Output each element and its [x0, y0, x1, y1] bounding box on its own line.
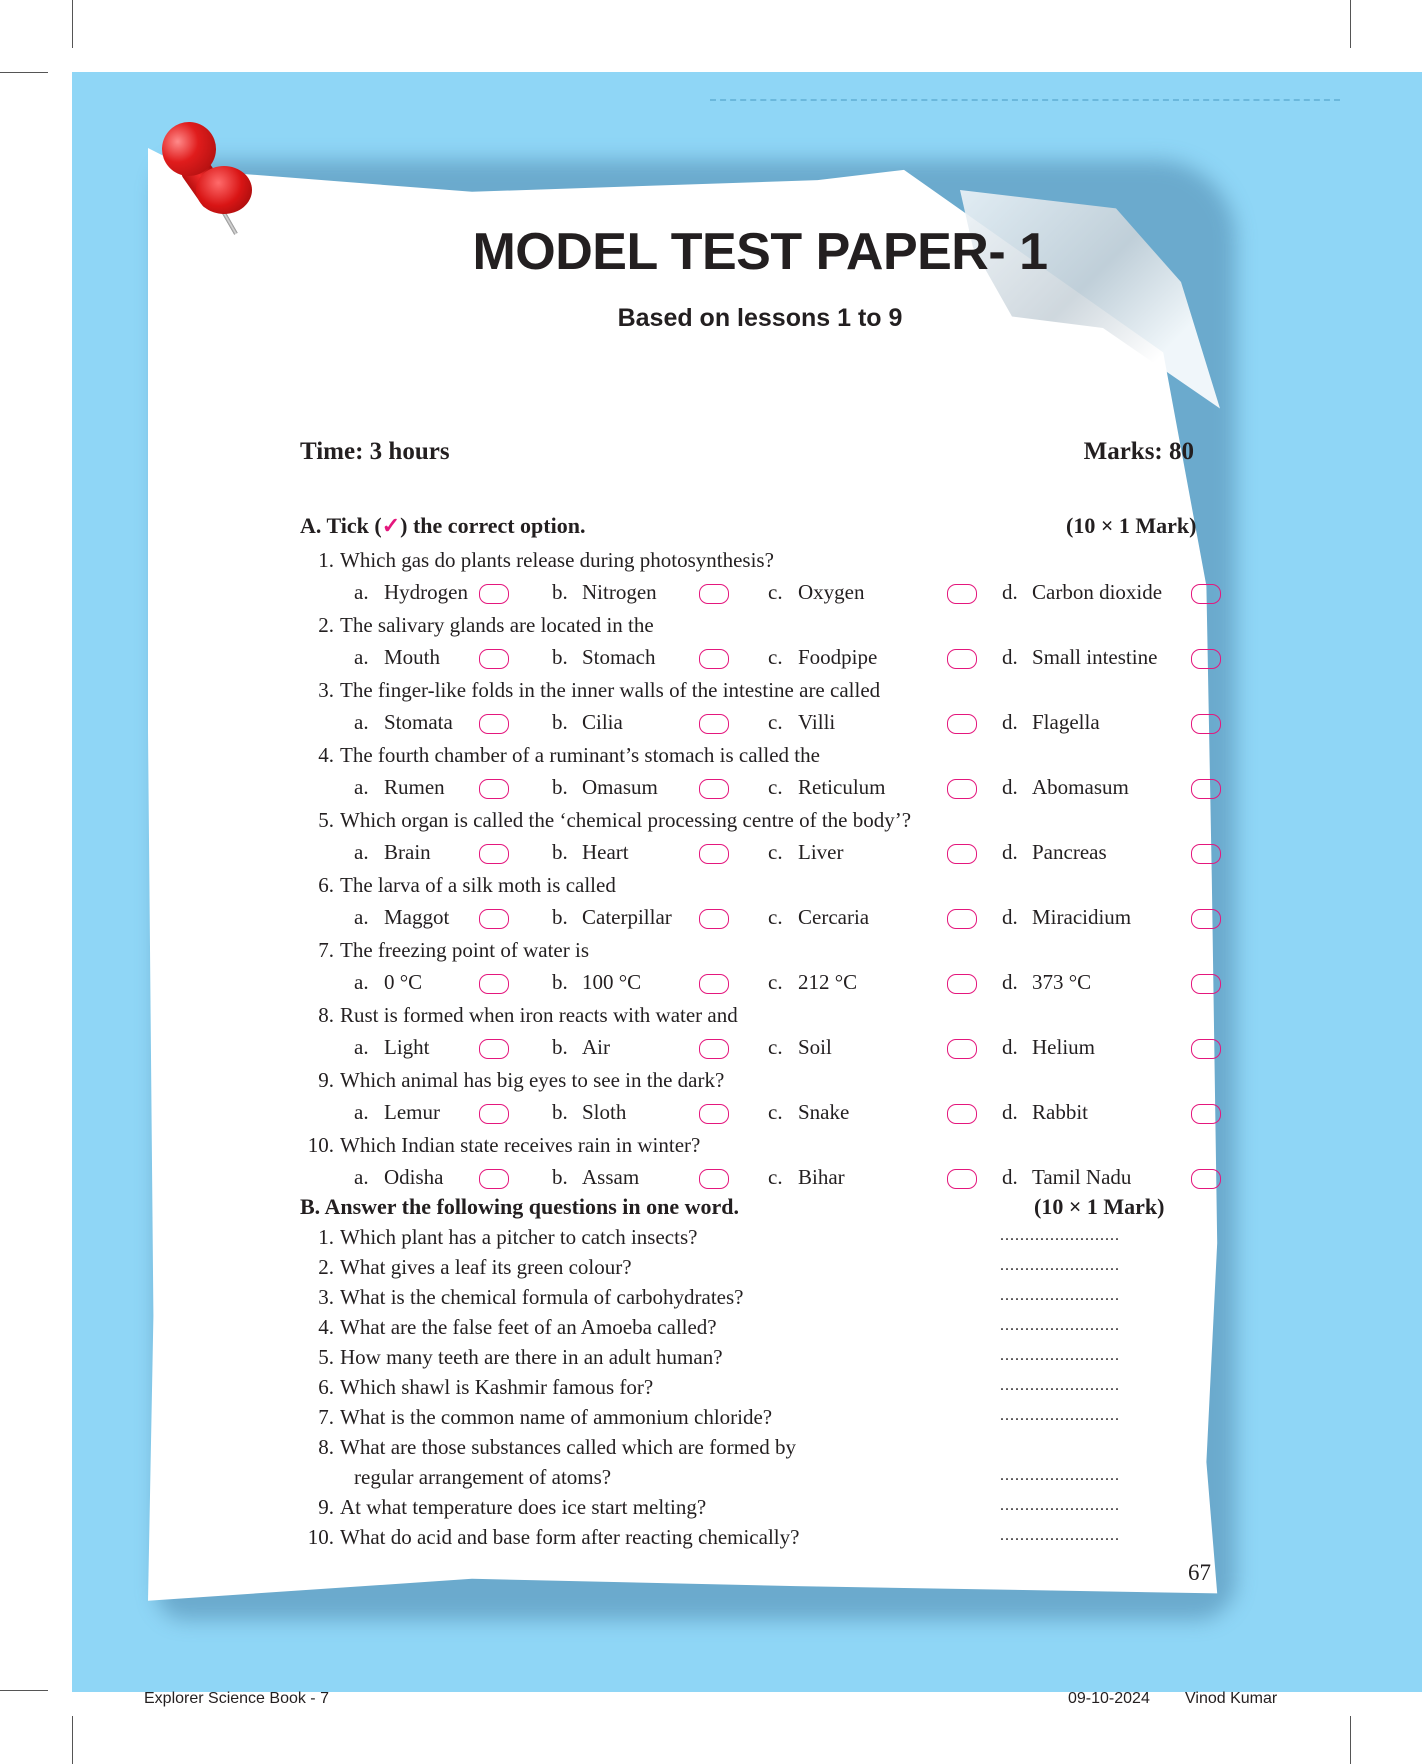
answer-bubble[interactable]	[1191, 584, 1221, 604]
answer-bubble[interactable]	[479, 974, 509, 994]
option-d	[1002, 970, 1091, 995]
question-number: 3.	[318, 1285, 334, 1309]
answer-line[interactable]: ........................	[1000, 1227, 1120, 1244]
question-text: At what temperature does ice start melting?	[340, 1495, 707, 1519]
answer-line[interactable]: ........................	[1000, 1527, 1120, 1544]
option-b	[552, 1100, 626, 1125]
question-text: The finger-like folds in the inner walls of the intestine are called	[340, 678, 881, 702]
option-letter: b.	[552, 580, 568, 604]
question	[300, 1285, 744, 1310]
option-letter: d.	[1002, 840, 1018, 864]
option-text: Snake	[798, 1100, 850, 1124]
section-a-marks: (10 × 1 Mark)	[1066, 513, 1197, 538]
option-a	[354, 710, 453, 735]
answer-bubble[interactable]	[699, 974, 729, 994]
option-text: Maggot	[384, 905, 450, 929]
tick-icon: ✓	[381, 513, 401, 538]
question-number: 5.	[318, 808, 334, 832]
question-text: The freezing point of water is	[340, 938, 589, 962]
question-text: Which shawl is Kashmir famous for?	[340, 1375, 654, 1399]
answer-bubble[interactable]	[1191, 779, 1221, 799]
question	[300, 1255, 632, 1280]
answer-bubble[interactable]	[479, 779, 509, 799]
answer-bubble[interactable]	[1191, 714, 1221, 734]
question-number: 7.	[318, 938, 334, 962]
question	[300, 678, 880, 703]
question-continuation: regular arrangement of atoms?	[354, 1465, 612, 1489]
option-letter: c.	[768, 710, 783, 734]
question-text: What is the common name of ammonium chloride?	[340, 1405, 773, 1429]
option-letter: b.	[552, 645, 568, 669]
option-letter: d.	[1002, 645, 1018, 669]
option-letter: a.	[354, 840, 369, 864]
option-text: Soil	[798, 1035, 832, 1059]
section-a-heading-pre: A. Tick (	[300, 513, 382, 538]
question-text: Which organ is called the ‘chemical processing centre of the body’?	[340, 808, 912, 832]
answer-bubble[interactable]	[479, 1169, 509, 1189]
page-number: 67	[1188, 1560, 1211, 1585]
option-text: Oxygen	[798, 580, 865, 604]
question	[300, 548, 774, 573]
answer-bubble[interactable]	[947, 1104, 977, 1124]
question	[300, 938, 589, 963]
answer-bubble[interactable]	[699, 1169, 729, 1189]
question-number: 2.	[318, 613, 334, 637]
answer-bubble[interactable]	[1191, 649, 1221, 669]
option-c	[768, 580, 865, 605]
option-a	[354, 580, 468, 605]
option-d	[1002, 645, 1157, 670]
question	[300, 1133, 700, 1158]
question	[300, 1345, 723, 1370]
question	[300, 1405, 772, 1430]
answer-line[interactable]: ........................	[1000, 1377, 1120, 1394]
section-a-heading-post: ) the correct option.	[400, 513, 586, 538]
option-a	[354, 775, 445, 800]
question-text: What are those substances called which are formed by	[340, 1435, 796, 1459]
option-d	[1002, 710, 1100, 735]
option-b	[552, 1035, 610, 1060]
option-d	[1002, 1035, 1095, 1060]
option-letter: a.	[354, 905, 369, 929]
option-text: Bihar	[798, 1165, 845, 1189]
question-text: Rust is formed when iron reacts with water and	[340, 1003, 738, 1027]
option-a	[354, 1165, 444, 1190]
answer-bubble[interactable]	[947, 714, 977, 734]
crop-mark	[0, 72, 48, 73]
option-letter: b.	[552, 775, 568, 799]
option-letter: c.	[768, 905, 783, 929]
option-letter: d.	[1002, 580, 1018, 604]
answer-line[interactable]: ........................	[1000, 1407, 1120, 1424]
footer-book: Explorer Science Book - 7	[144, 1690, 329, 1707]
answer-bubble[interactable]	[699, 909, 729, 929]
option-a	[354, 1100, 440, 1125]
answer-bubble[interactable]	[947, 584, 977, 604]
option-text: Sloth	[582, 1100, 627, 1124]
option-letter: c.	[768, 1035, 783, 1059]
option-text: Omasum	[582, 775, 658, 799]
option-text: Lemur	[384, 1100, 440, 1124]
question-text: Which Indian state receives rain in winter?	[340, 1133, 701, 1157]
answer-bubble[interactable]	[699, 649, 729, 669]
question	[300, 743, 820, 768]
answer-bubble[interactable]	[1191, 1169, 1221, 1189]
question	[300, 1315, 717, 1340]
question-number: 7.	[318, 1405, 334, 1429]
answer-bubble[interactable]	[479, 649, 509, 669]
answer-bubble[interactable]	[1191, 1104, 1221, 1124]
answer-bubble[interactable]	[479, 584, 509, 604]
answer-bubble[interactable]	[479, 909, 509, 929]
option-letter: b.	[552, 970, 568, 994]
answer-bubble[interactable]	[947, 844, 977, 864]
option-text: Heart	[582, 840, 629, 864]
question-number: 1.	[318, 1225, 334, 1249]
page-title: MODEL TEST PAPER- 1	[472, 223, 1048, 281]
answer-line[interactable]: ........................	[1000, 1317, 1120, 1334]
option-c	[768, 710, 835, 735]
question-text: What do acid and base form after reacting chemically?	[340, 1525, 800, 1549]
option-text: 0 °C	[384, 970, 423, 994]
question	[300, 613, 654, 638]
answer-bubble[interactable]	[699, 1039, 729, 1059]
option-text: Hydrogen	[384, 580, 468, 604]
option-text: Liver	[798, 840, 844, 864]
option-letter: c.	[768, 1100, 783, 1124]
option-text: Miracidium	[1032, 905, 1132, 929]
option-text: Air	[582, 1035, 610, 1059]
option-c	[768, 1100, 849, 1125]
option-b	[552, 905, 672, 930]
option-text: Villi	[798, 710, 836, 734]
option-text: Helium	[1032, 1035, 1095, 1059]
crop-mark	[1350, 0, 1351, 48]
option-text: 212 °C	[798, 970, 858, 994]
question-text: What are the false feet of an Amoeba called?	[340, 1315, 717, 1339]
question-text: What gives a leaf its green colour?	[340, 1255, 632, 1279]
option-text: Tamil Nadu	[1032, 1165, 1132, 1189]
answer-bubble[interactable]	[699, 844, 729, 864]
option-text: Foodpipe	[798, 645, 878, 669]
option-text: Flagella	[1032, 710, 1100, 734]
question-text: The salivary glands are located in the	[340, 613, 654, 637]
section-a-heading	[300, 513, 585, 539]
option-a	[354, 905, 449, 930]
question	[300, 1068, 724, 1093]
option-b	[552, 580, 657, 605]
answer-bubble[interactable]	[1191, 1039, 1221, 1059]
option-letter: a.	[354, 580, 369, 604]
option-letter: d.	[1002, 1035, 1018, 1059]
option-d	[1002, 775, 1129, 800]
option-c	[768, 645, 877, 670]
option-letter: a.	[354, 970, 369, 994]
question	[300, 1435, 796, 1460]
question-number: 9.	[318, 1495, 334, 1519]
option-letter: b.	[552, 1100, 568, 1124]
option-text: Stomach	[582, 645, 656, 669]
option-text: 373 °C	[1032, 970, 1092, 994]
option-text: Nitrogen	[582, 580, 657, 604]
answer-line[interactable]: ........................	[1000, 1347, 1120, 1364]
option-a	[354, 970, 422, 995]
question-number: 3.	[318, 678, 334, 702]
answer-bubble[interactable]	[1191, 974, 1221, 994]
question-number: 6.	[318, 873, 334, 897]
answer-bubble[interactable]	[947, 649, 977, 669]
option-text: Caterpillar	[582, 905, 672, 929]
crop-mark	[0, 1690, 48, 1691]
option-d	[1002, 1165, 1131, 1190]
question-number: 10.	[307, 1525, 334, 1549]
option-text: Odisha	[384, 1165, 444, 1189]
option-letter: b.	[552, 1035, 568, 1059]
option-text: 100 °C	[582, 970, 642, 994]
option-text: Rumen	[384, 775, 445, 799]
option-d	[1002, 580, 1162, 605]
answer-bubble[interactable]	[479, 714, 509, 734]
time-label: Time: 3 hours	[300, 438, 450, 465]
option-letter: b.	[552, 905, 568, 929]
question-number: 1.	[318, 548, 334, 572]
question-number: 2.	[318, 1255, 334, 1279]
option-letter: c.	[768, 645, 783, 669]
answer-bubble[interactable]	[947, 1039, 977, 1059]
option-letter: c.	[768, 840, 783, 864]
option-d	[1002, 840, 1107, 865]
question-text: Which animal has big eyes to see in the dark?	[340, 1068, 725, 1092]
option-letter: d.	[1002, 905, 1018, 929]
answer-bubble[interactable]	[947, 909, 977, 929]
question	[300, 1525, 799, 1550]
option-letter: a.	[354, 1165, 369, 1189]
footer-date: 09-10-2024	[1068, 1690, 1150, 1707]
option-letter: d.	[1002, 775, 1018, 799]
crop-mark	[72, 1716, 73, 1764]
option-letter: c.	[768, 1165, 783, 1189]
option-b	[552, 840, 629, 865]
answer-line[interactable]: ........................	[1000, 1257, 1120, 1274]
option-a	[354, 1035, 430, 1060]
question	[300, 1225, 697, 1250]
option-c	[768, 970, 857, 995]
option-text: Cercaria	[798, 905, 870, 929]
answer-line[interactable]: ........................	[1000, 1497, 1120, 1514]
question-text: How many teeth are there in an adult human?	[340, 1345, 723, 1369]
question-text: What is the chemical formula of carbohydrates?	[340, 1285, 744, 1309]
answer-bubble[interactable]	[1191, 844, 1221, 864]
answer-bubble[interactable]	[699, 779, 729, 799]
option-letter: a.	[354, 775, 369, 799]
question	[300, 1375, 653, 1400]
section-b-heading: B. Answer the following questions in one word.	[300, 1194, 740, 1219]
question-number: 8.	[318, 1003, 334, 1027]
question-number: 8.	[318, 1435, 334, 1459]
marks-label: Marks: 80	[1083, 438, 1194, 465]
question	[300, 1003, 738, 1028]
question	[300, 873, 616, 898]
option-text: Stomata	[384, 710, 453, 734]
option-letter: b.	[552, 840, 568, 864]
option-text: Small intestine	[1032, 645, 1158, 669]
option-letter: c.	[768, 970, 783, 994]
question-text: Which plant has a pitcher to catch insects?	[340, 1225, 698, 1249]
option-letter: d.	[1002, 970, 1018, 994]
question-number: 4.	[318, 743, 334, 767]
answer-line[interactable]: ........................	[1000, 1467, 1120, 1484]
question	[300, 808, 911, 833]
answer-bubble[interactable]	[1191, 909, 1221, 929]
dashed-line	[710, 99, 1340, 101]
answer-bubble[interactable]	[699, 584, 729, 604]
answer-bubble[interactable]	[479, 1039, 509, 1059]
question-number: 5.	[318, 1345, 334, 1369]
question-text: Which gas do plants release during photosynthesis?	[340, 548, 774, 572]
option-text: Brain	[384, 840, 431, 864]
question-number: 10.	[307, 1133, 334, 1157]
option-letter: c.	[768, 580, 783, 604]
option-c	[768, 1035, 832, 1060]
option-letter: d.	[1002, 1165, 1018, 1189]
option-text: Mouth	[384, 645, 441, 669]
option-letter: b.	[552, 1165, 568, 1189]
answer-bubble[interactable]	[947, 974, 977, 994]
option-letter: d.	[1002, 1100, 1018, 1124]
option-letter: a.	[354, 645, 369, 669]
answer-bubble[interactable]	[947, 1169, 977, 1189]
option-a	[354, 645, 440, 670]
answer-bubble[interactable]	[699, 1104, 729, 1124]
option-letter: a.	[354, 710, 369, 734]
option-b	[552, 710, 623, 735]
crop-mark	[72, 0, 73, 48]
option-letter: a.	[354, 1035, 369, 1059]
option-text: Assam	[582, 1165, 640, 1189]
option-text: Reticulum	[798, 775, 886, 799]
option-b	[552, 970, 641, 995]
option-d	[1002, 905, 1131, 930]
question-number: 9.	[318, 1068, 334, 1092]
section-b-marks: (10 × 1 Mark)	[1034, 1194, 1165, 1219]
option-text: Light	[384, 1035, 430, 1059]
option-b	[552, 1165, 639, 1190]
option-c	[768, 775, 886, 800]
option-text: Rabbit	[1032, 1100, 1088, 1124]
crop-mark	[1350, 1716, 1351, 1764]
option-c	[768, 1165, 845, 1190]
question	[300, 1495, 706, 1520]
question-number: 4.	[318, 1315, 334, 1339]
option-text: Pancreas	[1032, 840, 1107, 864]
question-number: 6.	[318, 1375, 334, 1399]
option-text: Carbon dioxide	[1032, 580, 1163, 604]
answer-bubble[interactable]	[699, 714, 729, 734]
option-b	[552, 775, 658, 800]
option-d	[1002, 1100, 1088, 1125]
question-text: The larva of a silk moth is called	[340, 873, 616, 897]
option-letter: d.	[1002, 710, 1018, 734]
answer-line[interactable]: ........................	[1000, 1287, 1120, 1304]
option-letter: c.	[768, 775, 783, 799]
option-c	[768, 905, 869, 930]
question-text: The fourth chamber of a ruminant’s stomach is called the	[340, 743, 820, 767]
page-subtitle: Based on lessons 1 to 9	[617, 304, 903, 332]
option-c	[768, 840, 843, 865]
footer-author: Vinod Kumar	[1185, 1690, 1278, 1707]
option-a	[354, 840, 431, 865]
option-letter: b.	[552, 710, 568, 734]
option-b	[552, 645, 656, 670]
answer-bubble[interactable]	[947, 779, 977, 799]
answer-bubble[interactable]	[479, 1104, 509, 1124]
option-text: Abomasum	[1032, 775, 1129, 799]
answer-bubble[interactable]	[479, 844, 509, 864]
option-letter: a.	[354, 1100, 369, 1124]
option-text: Cilia	[582, 710, 623, 734]
